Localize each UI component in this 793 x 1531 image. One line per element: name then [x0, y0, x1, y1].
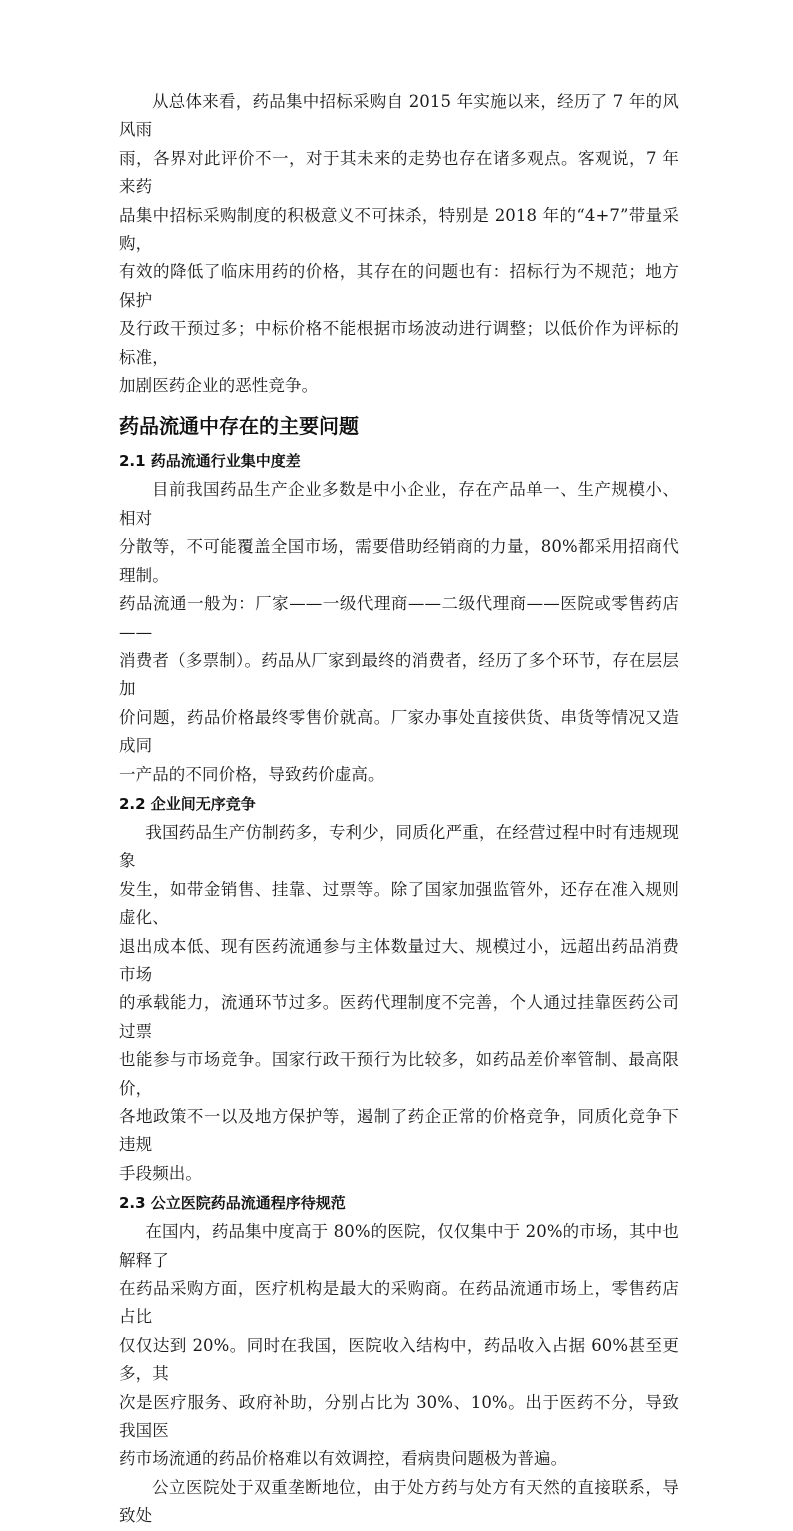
section-title: 药品流通中存在的主要问题 — [119, 414, 359, 439]
subsection-heading-2-1: 2.1 药品流通行业集中度差 — [119, 452, 301, 471]
subsection-heading-2-3: 2.3 公立医院药品流通程序待规范 — [119, 1194, 346, 1213]
subsection-paragraph-2-2: 我国药品生产仿制药多，专利少，同质化严重，在经营过程中时有违规现象 发生，如带金销售、挂靠、过票等。除了国家加强监管外，还存在准入规则虚化、 退出成本低、现有医药流通参与主体数量过大、规模过小，远超出药品消费市场 的承载能力，流通环节过多。医药代理制度不完善，个人通过挂靠医药公司过票 也能参与市场竞争。国家行政干预行为比较多，如药品差价率管制、最高限价， 各地政策不一以及地方保护等，遏制了药企正常的价格竞争，同质化竞争下违规 手段频出。 — [119, 822, 679, 1183]
document-body — [119, 88, 679, 1531]
subsection-paragraph-2-3-continued: 公立医院处于双重垄断地位，由于处方药与处方有天然的直接联系，导致处 — [119, 1477, 679, 1526]
subsection-paragraph-2-3: 在国内，药品集中度高于 80%的医院，仅仅集中于 20%的市场，其中也解释了 在药品采购方面，医疗机构是最大的采购商。在药品流通市场上，零售药店占比 仅仅达到 20%。同时在我国，医院收入结构中，药品收入占据 60%甚至更多，其 次是医疗服务、政府补助，分别占比为 30%、10%。出于医药不分，导致我国医 药市场流通的药品价格难以有效调控，看病贵问题极为普遍。 — [119, 1222, 679, 1469]
subsection-heading-2-2: 2.2 企业间无序竞争 — [119, 794, 256, 813]
subsection-paragraph-2-1: 目前我国药品生产企业多数是中小企业，存在产品单一、生产规模小、相对 分散等，不可能覆盖全国市场，需要借助经销商的力量，80%都采用招商代理制。 药品流通一般为：厂家——一级代理商——二级代理商——医院或零售药店—— 消费者（多票制）。药品从厂家到最终的消费者，经历了多个环节，存在层层加 价问题，药品价格最终零售价就高。厂家办事处直接供货、串货等情况又造成同 一产品的不同价格，导致药价虚高。 — [119, 480, 679, 784]
intro-paragraph: 从总体来看，药品集中招标采购自 2015 年实施以来，经历了 7 年的风风雨 雨，各界对此评价不一，对于其未来的走势也存在诸多观点。客观说，7 年来药 品集中招标采购制度的积极意义不可抹杀，特别是 2018 年的“4+7”带量采购， 有效的降低了临床用药的价格，其存在的问题也有：招标行为不规范；地方保护 及行政干预过多；中标价格不能根据市场波动进行调整；以低价作为评标的标准， 加剧医药企业的恶性竞争。 — [119, 92, 679, 396]
